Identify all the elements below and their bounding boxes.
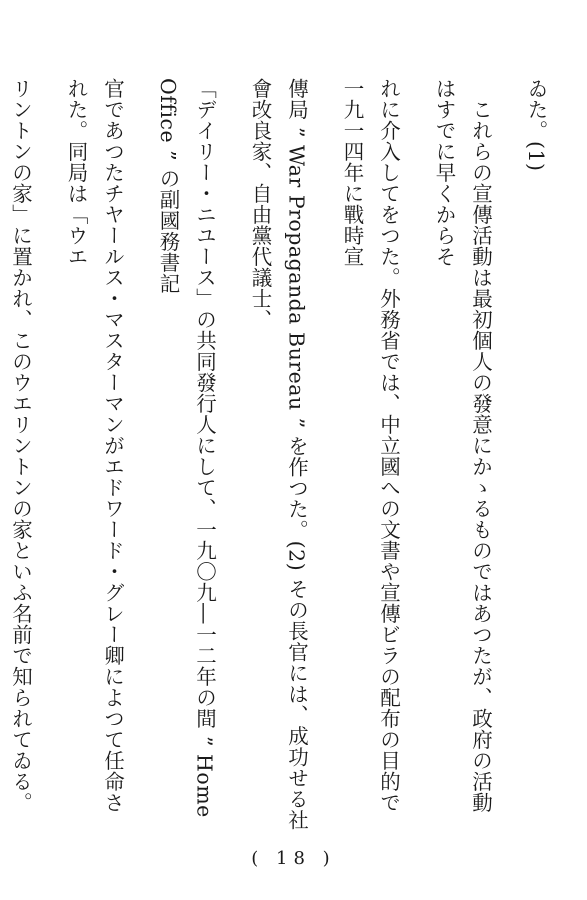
main-text-column: れに介入してをつた。外務省では、中立國への文書や宣傳ビラの配布の目的で一九一四年に戰時宣 xyxy=(340,78,401,813)
main-text-column: 傳局 ” War Propaganda Bureau ” を作つた。(2) その長官には、成功せる社會改良家、自由黨代議士、 xyxy=(248,78,309,831)
main-text-column: ゐた。(1) xyxy=(524,78,548,172)
main-text-column: 「デイリー・ニユース」の共同發行人にして、一九〇九―一二年の間 ” Home Office ” の副國務書記 xyxy=(156,78,217,818)
main-text-column: リントンの家」に置かれ、このウエリントンの家といふ名前で知られてゐる。 xyxy=(8,78,33,813)
main-text-column: これらの宣傳活動は最初個人の發意にかゝるものではあつたが、政府の活動はすでに早くからそ xyxy=(432,78,493,813)
vertical-text-page xyxy=(0,78,573,833)
page-number: ( 18 ) xyxy=(251,848,336,869)
main-text-column: 官であつたチヤールス・マスターマンがエドワード・グレー卿によつて任命された。同局は「ウエ xyxy=(64,78,125,813)
